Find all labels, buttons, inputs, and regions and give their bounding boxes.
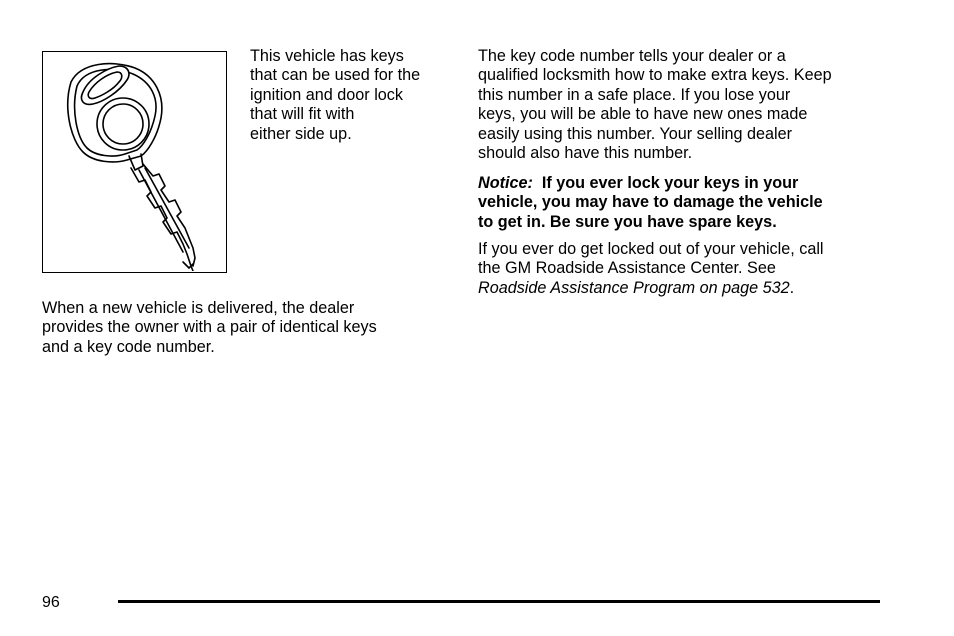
figure-caption-line: either side up.: [250, 124, 352, 143]
notice-text: If you ever lock your keys in your: [541, 174, 799, 192]
figure-caption-line: This vehicle has keys: [250, 47, 404, 65]
key-code-line: qualified locksmith how to make extra keys. Keep: [478, 66, 832, 85]
key-code-line: should also have this number.: [478, 144, 693, 163]
roadside-assistance-reference[interactable]: Roadside Assistance Program on page 532: [478, 278, 790, 297]
figure-caption-line: that can be used for the: [250, 66, 421, 85]
lockout-line: If you ever do get locked out of your vehicle, call: [478, 240, 824, 258]
figure-caption-line: that will fit with: [250, 105, 355, 124]
figure-caption-line: ignition and door lock: [250, 85, 403, 104]
key-code-line: easily using this number. Your selling dealer: [478, 124, 793, 143]
lockout-line: the GM Roadside Assistance Center. See: [478, 259, 776, 278]
vehicle-key-icon: [43, 52, 225, 271]
key-figure: [42, 51, 227, 273]
key-code-line: The key code number tells your dealer or a: [478, 47, 786, 65]
key-code-paragraph: [478, 47, 832, 163]
lockout-paragraph: [478, 240, 824, 298]
delivery-paragraph: [42, 299, 377, 357]
notice-label: Notice:: [478, 174, 533, 192]
key-code-line: keys, you will be able to have new ones made: [478, 105, 808, 124]
delivery-line: and a key code number.: [42, 337, 215, 356]
notice-line: vehicle, you may have to damage the vehicle: [478, 193, 823, 212]
delivery-line: provides the owner with a pair of identical keys: [42, 318, 377, 337]
footer-rule: [118, 600, 880, 603]
delivery-line: When a new vehicle is delivered, the dealer: [42, 299, 355, 317]
key-code-line: this number in a safe place. If you lose your: [478, 85, 791, 104]
notice-paragraph: [478, 174, 823, 232]
page-number: 96: [42, 594, 60, 611]
notice-line: to get in. Be sure you have spare keys.: [478, 212, 777, 231]
figure-caption: [250, 47, 420, 144]
lockout-period: .: [789, 278, 795, 297]
